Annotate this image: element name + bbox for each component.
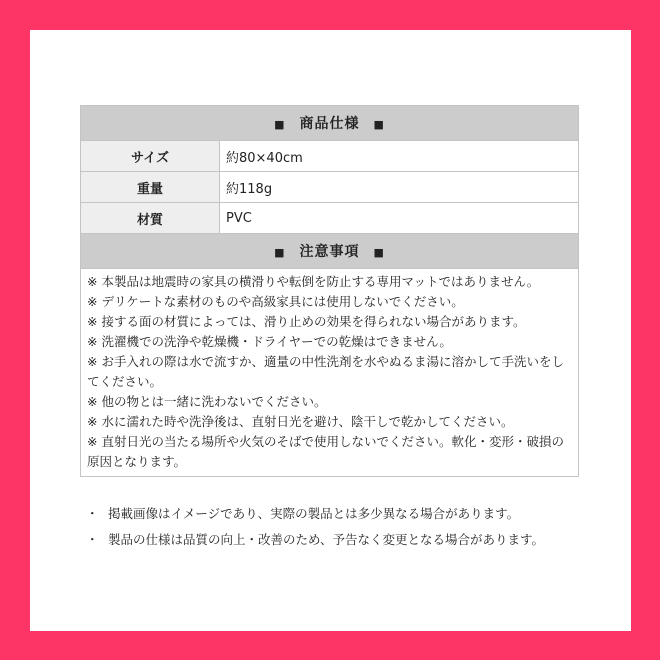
footer-notes (86, 504, 606, 556)
note-item: ※ デリケートな素材のものや高級家具には使用しないでください。 (87, 294, 464, 309)
notes-header-row (81, 234, 579, 269)
note-item: ※ 洗濯機での洗浄や乾燥機・ドライヤーでの乾燥はできません。 (87, 334, 452, 349)
spec-table (80, 105, 579, 477)
square-icon: ■ (274, 246, 286, 259)
spec-header-row (81, 106, 579, 141)
spec-label: 材質 (81, 203, 220, 234)
spec-value: 約118g (220, 172, 579, 203)
note-item: ※ 接する面の材質によっては、滑り止めの効果を得られない場合があります。 (87, 314, 526, 329)
spec-row-material (81, 203, 579, 234)
square-icon: ■ (373, 118, 385, 131)
spec-header (81, 106, 579, 141)
note-item: ※ 直射日光の当たる場所や火気のそばで使用しないでください。軟化・変形・破損の原因となります。 (87, 434, 564, 469)
content-card (30, 30, 631, 631)
notes-header (81, 234, 579, 269)
note-item: ※ 本製品は地震時の家具の横滑りや転倒を防止する専用マットではありません。 (87, 274, 540, 289)
bullet-icon: ・ (86, 532, 99, 547)
note-item: ※ 水に濡れた時や洗浄後は、直射日光を避け、陰干しで乾かしてください。 (87, 414, 514, 429)
spec-row-weight (81, 172, 579, 203)
footer-text: 製品の仕様は品質の向上・改善のため、予告なく変更となる場合があります。 (108, 532, 545, 547)
spec-header-title: 商品仕様 (299, 116, 360, 132)
note-item: ※ お手入れの際は水で流すか、適量の中性洗剤を水やぬるま湯に溶かして手洗いをしてください。 (87, 354, 564, 389)
bullet-icon: ・ (86, 506, 99, 521)
spec-row-size (81, 141, 579, 172)
footer-item (86, 530, 606, 550)
notes-header-title: 注意事項 (299, 244, 360, 260)
notes-list (81, 269, 579, 477)
square-icon: ■ (274, 118, 286, 131)
spec-value: PVC (220, 203, 579, 234)
notes-row (81, 269, 579, 477)
footer-item (86, 504, 606, 524)
square-icon: ■ (373, 246, 385, 259)
spec-label: サイズ (81, 141, 220, 172)
spec-value: 約80×40cm (220, 141, 579, 172)
footer-text: 掲載画像はイメージであり、実際の製品とは多少異なる場合があります。 (108, 506, 520, 521)
note-item: ※ 他の物とは一緒に洗わないでください。 (87, 394, 327, 409)
spec-label: 重量 (81, 172, 220, 203)
